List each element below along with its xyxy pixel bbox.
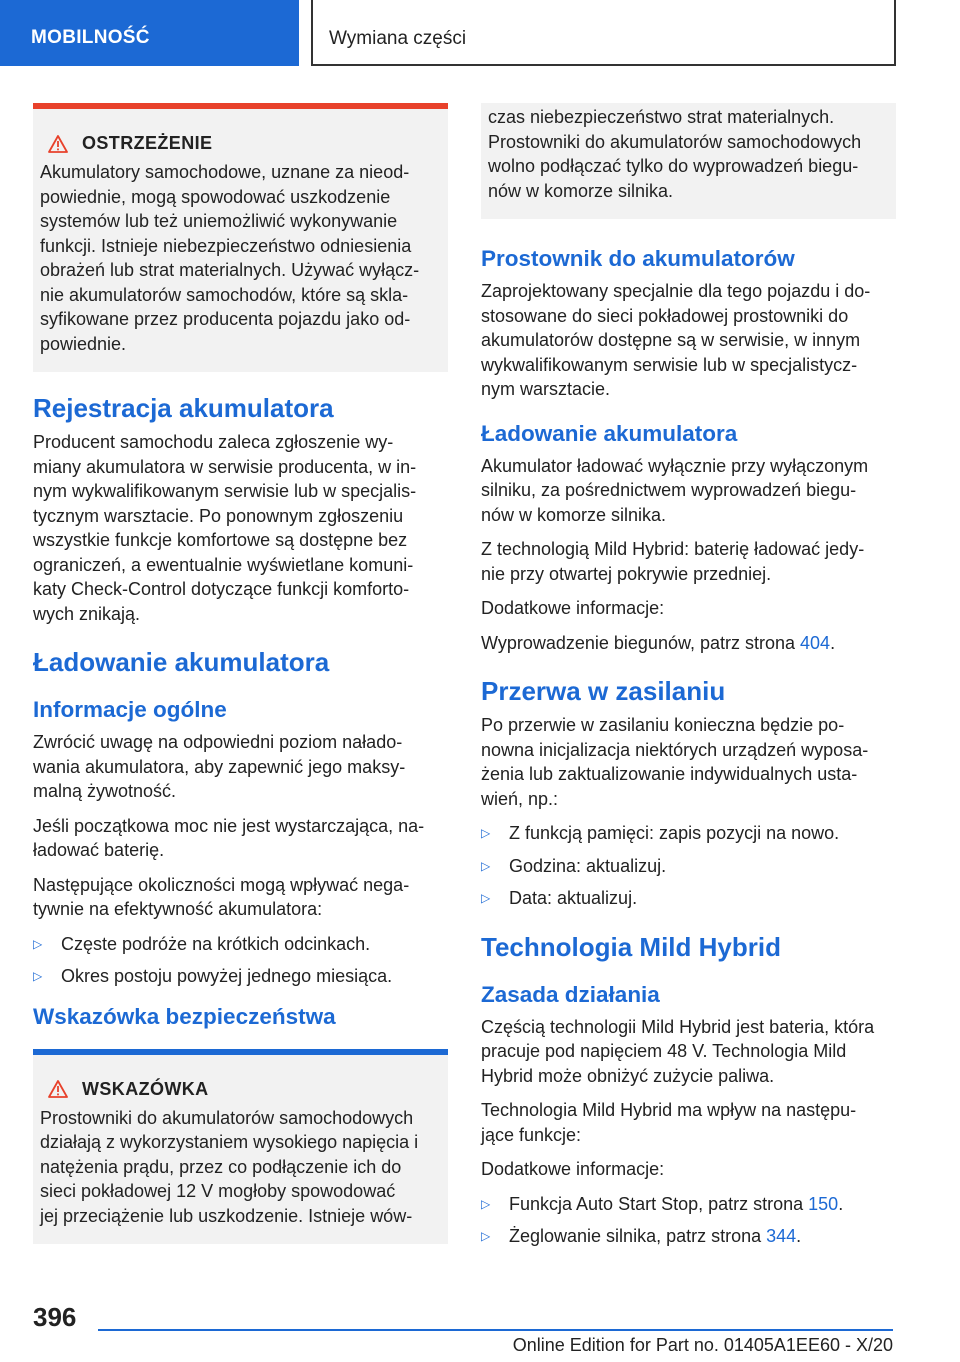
charging-p1: Akumulator ładować wyłącznie przy wyłączonym silniku, za pośrednictwem wyprowadzeń biegu- nów w komorze silnika. [481,455,869,525]
note-box-continued [481,103,896,219]
list-item: ▷ Z funkcją pamięci: zapis pozycji na nowo. [481,821,896,846]
charging-p2: Z technologią Mild Hybrid: baterię ładować jedy- nie przy otwartej pokrywie przedniej. [481,539,865,584]
charging-subheading: Ładowanie akumulatora [481,420,738,446]
list-item: ▷ Okres postoju powyżej jednego miesiąca. [33,964,448,989]
rectifier-heading: Prostownik do akumulatorów [481,246,795,271]
note-text: Prostowniki do akumulatorów samochodowych działają z wykorzystaniem wysokiego napięcia i natężenia prądu, przez co podłączenie ich do sieci pokładowej 12 V mogłoby spowodować jej przeciążenie lub uszkodzenie. Istnieje wów- [40,1107,419,1226]
mild-hybrid-heading: Technologia Mild Hybrid [481,931,781,962]
bullet-arrow-icon: ▷ [33,936,43,951]
warning-triangle-icon [48,135,68,153]
warning-box [33,109,448,372]
list-item: ▷ Data: aktualizuj. [481,886,896,911]
general-p2: Jeśli początkowa moc nie jest wystarczająca, na- ładować baterię. [33,815,425,860]
page-link-404[interactable]: 404 [800,632,831,653]
warning-text: Akumulatory samochodowe, uznane za nieod- powiednie, mogą spowodować uszkodzenie systemów lub też uniemożliwić wykonywanie funkcji. Istnieje niebezpieczeństwo odniesienia obrażeń lub strat materialnych. Używać wyłącz- nie akumulatorów samochodów, które są skla- syfikowane przez producenta pojazdu jako od- powiednie. [40,162,420,354]
bullet-arrow-icon: ▷ [33,969,43,983]
principle-heading: Zasada działania [481,981,660,1007]
list-item: ▷ Częste podróże na krótkich odcinkach. [33,932,448,957]
footer-rule [98,1329,893,1331]
left-column [33,103,448,1244]
registration-text: Producent samochodu zaleca zgłoszenie wy- miany akumulatora w serwisie producenta, w in- nym wykwalifikowanym serwisie lub w specjalis- tycznym warsztacie. Po ponownym zgłoszeniu wszystkie funkcje komfortowe są dostępne bez ograniczeń, a ewentualnie wyświetlane komuni- katy Check-Control dotyczące funkcji komforto- wych znikają. [33,432,417,624]
list-item: ▷ Godzina: aktualizuj. [481,854,896,879]
list-item: ▷ Żeglowanie silnika, patrz strona 344. [481,1224,896,1249]
general-info-heading: Informacje ogólne [33,697,227,722]
outage-heading: Przerwa w zasilaniu [481,676,726,706]
safety-heading: Wskazówka bezpieczeństwa [33,1003,336,1029]
general-bullet-list [33,932,448,989]
general-p3: Następujące okoliczności mogą wpływać nega- tywnie na efektywność akumulatora: [33,874,410,919]
outage-text: Po przerwie w zasilaniu konieczna będzie po- nowna inicjalizacja niektórych urządzeń wyposa- żenia lub zaktualizowanie indywidualnych usta- wień, np.: [481,715,869,809]
charging-p3: Dodatkowe informacje: [481,598,665,618]
note-title [40,1079,440,1100]
chapter-title: Wymiana części [329,28,467,49]
section-tab [0,0,299,66]
warning-triangle-icon [48,1080,68,1098]
page-number: 396 [33,1302,77,1332]
bullet-arrow-icon: ▷ [481,826,491,840]
warning-title-text: OSTRZEŻENIE [82,133,213,153]
charging-p4: Wyprowadzenie biegunów, patrz strona 404. [481,632,836,653]
general-p1: Zwrócić uwagę na odpowiedni poziom nałado- wania akumulatora, aby zapewnić jego maksy- malną żywotność. [33,732,406,801]
warning-title [40,133,440,154]
chapter-header [311,0,896,66]
right-column [481,103,896,1259]
charging-heading: Ładowanie akumulatora [33,647,330,677]
note-continued-text: czas niebezpieczeństwo strat materialnych. Prostowniki do akumulatorów samochodowych wolno podłączać tylko do wyprowadzeń biegu- nów w komorze silnika. [488,107,862,201]
registration-heading: Rejestracja akumulatora [33,393,334,423]
note-box [33,1055,448,1245]
mild-p2: Technologia Mild Hybrid ma wpływ na następu- jące funkcje: [481,1100,857,1145]
outage-bullet-list [481,821,896,911]
bullet-arrow-icon: ▷ [481,858,491,873]
mild-p3: Dodatkowe informacje: [481,1159,665,1179]
bullet-arrow-icon: ▷ [481,1229,491,1243]
mild-bullet-list [481,1192,896,1249]
rectifier-text: Zaprojektowany specjalnie dla tego pojazdu i do- stosowane do sieci pokładowej prostowniki do akumulatorów dostępne są w serwisie, w innym wykwalifikowanym serwisie lub w specjalistycz- nym warsztacie. [481,281,871,399]
note-title-text: WSKAZÓWKA [82,1078,209,1099]
mild-p1: Częścią technologii Mild Hybrid jest bateria, która pracuje pod napięciem 48 V. Technologia Mild Hybrid może obniżyć zużycie paliwa. [481,1016,875,1086]
list-item: ▷ Funkcja Auto Start Stop, patrz strona 150. [481,1192,896,1217]
footer-edition-text: Online Edition for Part no. 01405A1EE60 - X/20 [512,1335,893,1355]
page-link-150[interactable]: 150 [808,1193,839,1214]
page-link-344[interactable]: 344 [766,1226,797,1246]
bullet-arrow-icon: ▷ [481,891,491,905]
bullet-arrow-icon: ▷ [481,1196,491,1211]
section-title: MOBILNOŚĆ [31,27,150,48]
